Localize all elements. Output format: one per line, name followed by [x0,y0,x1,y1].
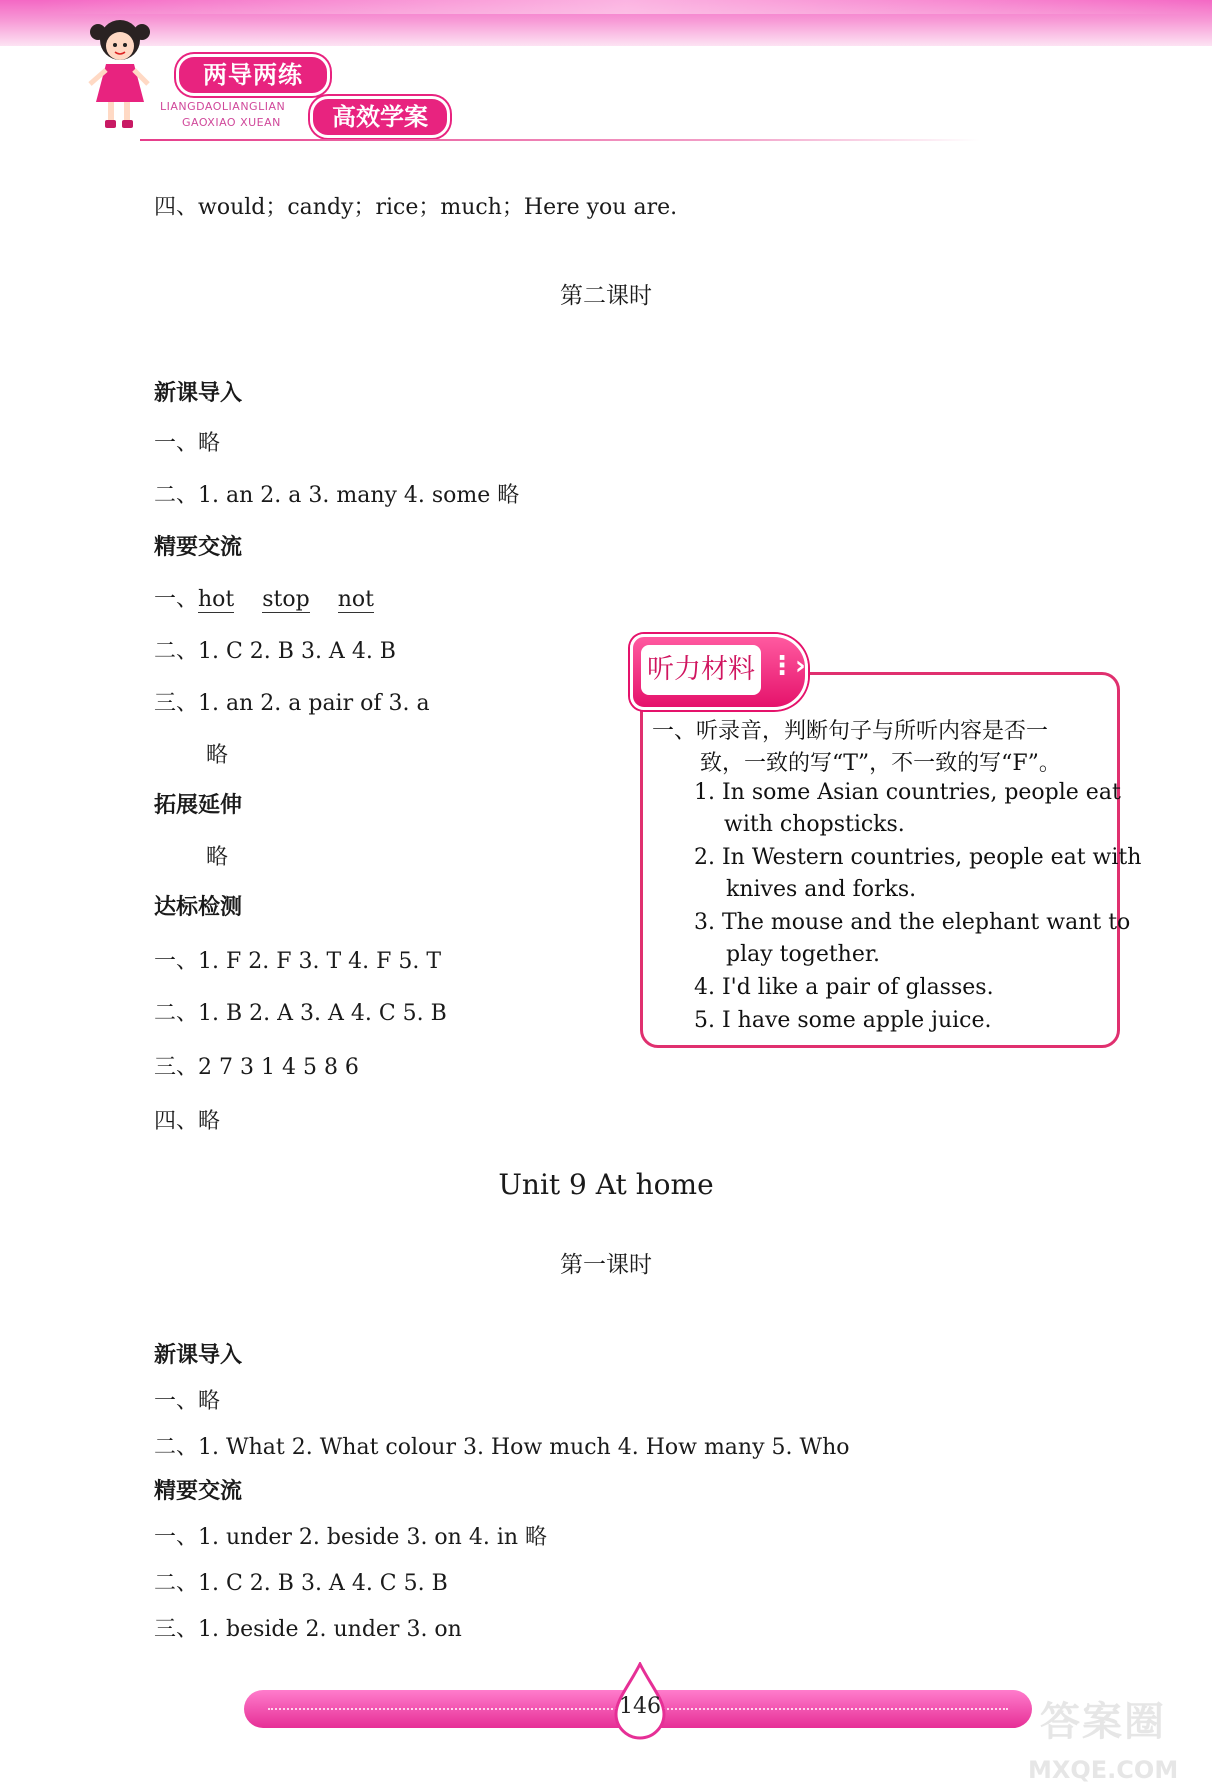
answer-line [154,582,374,613]
answer-line: 三、1. beside 2. under 3. on [154,1617,462,1642]
listening-item: 4. I'd like a pair of glasses. [694,975,994,1000]
brand-pinyin-2: GAOXIAO XUEAN [182,116,281,129]
answer-line: 二、1. an 2. a 3. many 4. some 略 [154,483,520,508]
listening-instruction: 致，一致的写“T”，不一致的写“F”。 [700,751,1061,776]
underlined-word: stop [262,587,310,612]
lesson-title: 第二课时 [560,283,652,309]
underlined-word: hot [198,587,235,612]
brand-pinyin-1: LIANGDAOLIANGLIAN [160,100,286,113]
answer-line: 一、略 [154,431,221,456]
listening-item: 2. In Western countries, people eat with [694,845,1142,870]
answer-line: 二、1. What 2. What colour 3. How much 4. How many 5. Who [154,1435,850,1460]
underlined-word: not [337,587,374,612]
listening-item: 1. In some Asian countries, people eat [694,780,1121,805]
listening-item: knives and forks. [726,877,917,902]
section-heading: 达标检测 [154,895,243,920]
brand-title-top: 两导两练 [176,54,330,96]
watermark-url: MXQE.COM [1028,1756,1179,1784]
answer-line: 二、1. B 2. A 3. A 4. C 5. B [154,1001,447,1026]
header-divider [140,139,980,141]
unit-title: Unit 9 At home [498,1168,714,1201]
answer-line: 三、1. an 2. a pair of 3. a [154,691,430,716]
page-number: 146 [619,1694,661,1719]
listening-item: with chopsticks. [724,812,905,837]
answer-line: 一、1. F 2. F 3. T 4. F 5. T [154,949,442,974]
section-heading: 新课导入 [154,1343,243,1368]
watermark-logo: 答案圈 [1040,1699,1166,1745]
section-heading: 拓展延伸 [154,793,243,818]
top-banner [0,0,1212,46]
listening-item: play together. [726,942,880,967]
answer-line: 二、1. C 2. B 3. A 4. B [154,639,396,664]
girl-mascot-icon [80,14,158,136]
answer-line: 三、2 7 3 1 4 5 8 6 [154,1055,359,1080]
answer-line: 二、1. C 2. B 3. A 4. C 5. B [154,1571,448,1596]
listening-item: 5. I have some apple juice. [694,1008,992,1033]
arrow-icon: ⋮› [769,651,806,681]
answer-line: 四、略 [154,1109,221,1134]
line-prefix: 一、 [154,587,199,612]
section-heading: 新课导入 [154,381,243,406]
answer-line: 一、1. under 2. beside 3. on 4. in 略 [154,1525,548,1550]
section-heading: 精要交流 [154,1479,243,1504]
section-heading: 精要交流 [154,535,243,560]
listening-tab [630,634,808,710]
listening-instruction: 一、听录音，判断句子与所听内容是否一 [652,719,1049,744]
listening-tab-label: 听力材料 [641,645,761,695]
brand-title-bottom: 高效学案 [310,96,450,138]
answer-line: 四、would；candy；rice；much；Here you are. [154,195,678,220]
answer-line: 一、略 [154,1389,221,1414]
lesson-title: 第一课时 [560,1252,652,1278]
answer-line: 略 [206,845,229,870]
listening-item: 3. The mouse and the elephant want to [694,910,1131,935]
answer-line: 略 [206,743,229,768]
